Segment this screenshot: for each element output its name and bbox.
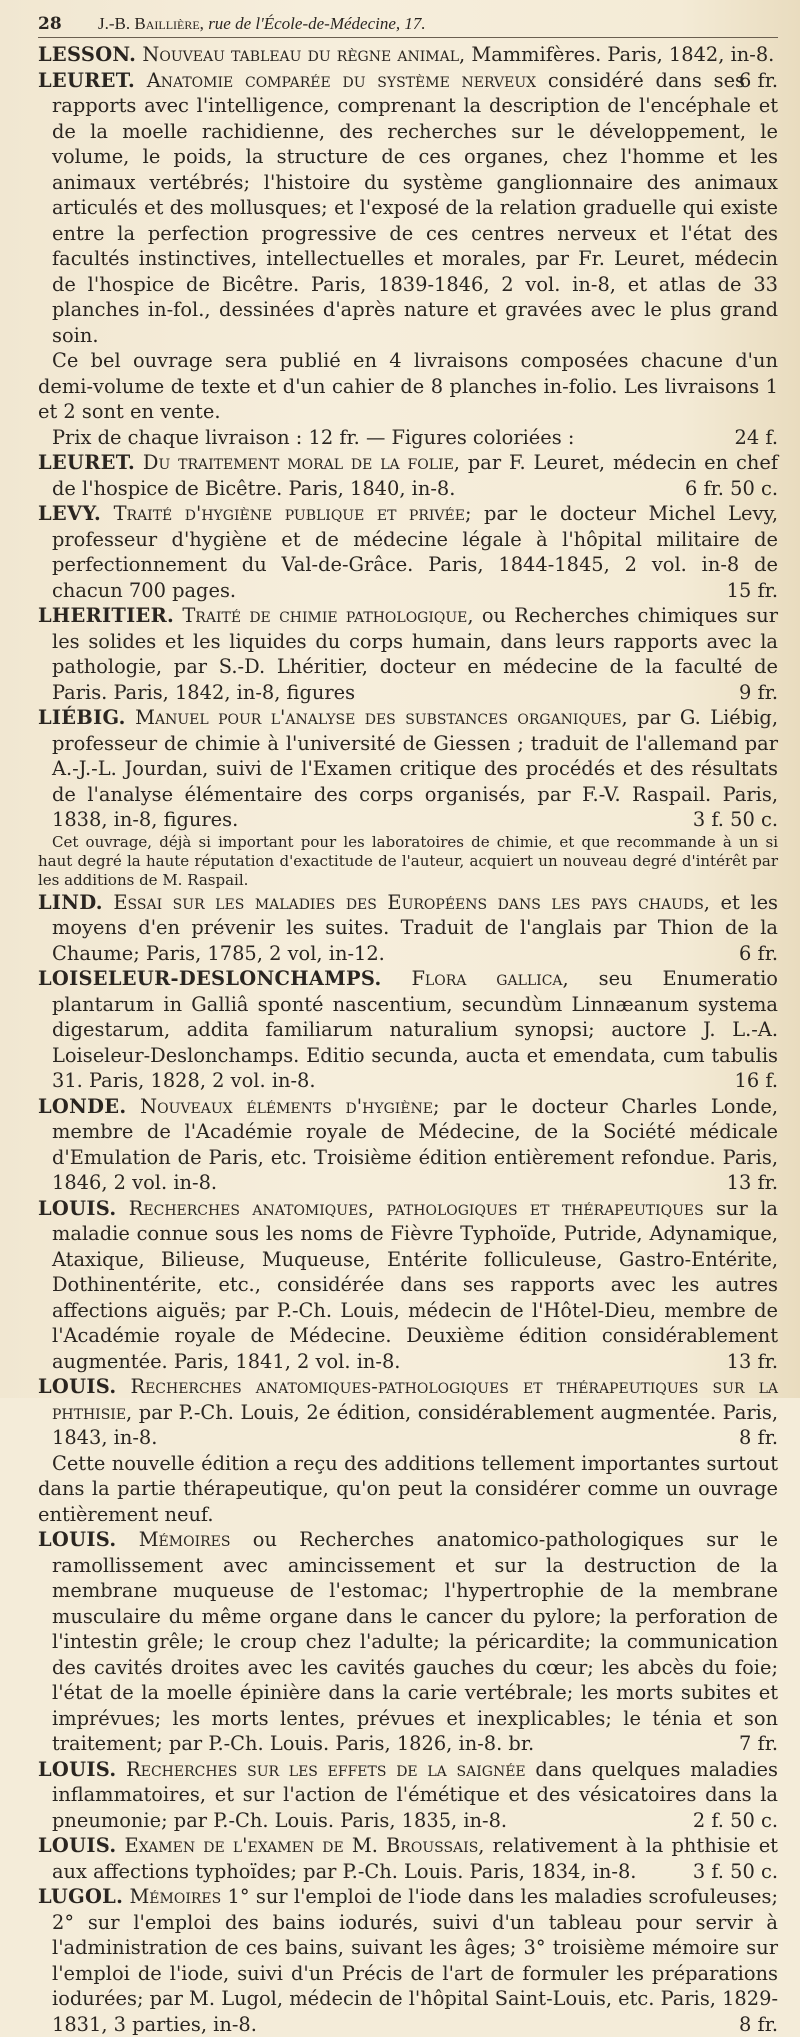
catalogue-entry — [38, 42, 778, 68]
author-name: LHERITIER. — [38, 604, 174, 627]
entry-description: dans quelques maladies inflammatoires, et sur l'action de l'émétique et des vésicatoires dans la pneumonie; par P.-Ch. Louis. Paris, 1835, in-8. — [52, 1758, 778, 1832]
entry-description: sur la maladie connue sous les noms de Fièvre Typhoïde, Putride, Adynamique, Ataxique, Bilieuse, Muqueuse, Entérite folliculeuse, Gastro-Entérite, Dothinentérite, etc., considérée dans ses rapports avec les autres affections aiguës; par P.-Ch. Louis, médecin de l'Hôtel-Dieu, membre de l'Académie royale de Médecine. Deuxième édition considérablement augmentée. Paris, 1841, 2 vol. in-8. — [52, 1197, 778, 1373]
catalogue-entry — [38, 1374, 778, 1451]
running-title — [98, 14, 426, 34]
catalogue-entry — [38, 1196, 778, 1375]
book-title: Traité de chimie pathologique, — [182, 604, 473, 627]
entry-price: 13 fr. — [741, 1170, 778, 1196]
author-name: LOISELEUR-DESLONCHAMPS. — [38, 967, 382, 990]
book-title: Manuel pour l'analyse des substances organiques, — [135, 706, 628, 729]
book-title: Examen de l'examen de M. Broussais, — [125, 1834, 485, 1857]
publisher-address: rue de l'École-de-Médecine, 17. — [208, 14, 425, 33]
entry-description: 1° sur l'emploi de l'iode dans les maladies scrofuleuses; 2° sur l'emploi des bains iodurés, suivi d'un tableau pour servir à l'administration de ces bains, suivant les âges; 3° troisième mémoire sur l'emploi de l'iode, suivi d'un Précis de l'art de formuler les préparations iodurées; par M. Lugol, médecin de l'hôpital Saint-Louis, etc. Paris, 1829-1831, 3 parties, in-8. — [52, 1885, 778, 2036]
entry-price: 16 f. — [749, 1068, 779, 1094]
catalogue-entry — [38, 603, 778, 705]
entry-description: et les moyens d'en prévenir les suites. Traduit de l'anglais par Thion de la Chaume; Paris, 1785, 2 vol, in-12. — [52, 891, 778, 965]
catalogue-entry — [38, 1884, 778, 2037]
page-number: 28 — [38, 14, 98, 34]
entry-description: par G. Liébig, professeur de chimie à l'université de Giessen ; traduit de l'allemand par A.-J.-L. Jourdan, suivi de l'Examen critique des procédés et des résultats de l'analyse élémentaire des corps organisés, par F.-V. Raspail. Paris, 1838, in-8, figures. — [52, 706, 778, 831]
author-name: LOUIS. — [38, 1528, 116, 1551]
entry-description: par P.-Ch. Louis, 2e édition, considérablement augmentée. Paris, 1843, in-8. — [52, 1401, 778, 1450]
catalogue-entries — [38, 42, 778, 2037]
entry-price: 8 fr. — [753, 2012, 778, 2037]
entry-description: par le docteur Michel Levy, professeur d'hygiène et de médecine légale à l'hôpital militaire de perfectionnement du Val-de-Grâce. Paris, 1844-1845, 2 vol. in-8 de chacun 700 pages. — [52, 502, 778, 602]
catalogue-entry — [38, 1094, 778, 1196]
entry-price: 7 fr. — [753, 1731, 778, 1757]
entry-description: considéré dans ses rapports avec l'intelligence, comprenant la description de l'encéphale et de la moelle rachidienne, des recherches sur le développement, le volume, le poids, la structure de ces organes, chez l'homme et les animaux vertébrés; l'histoire du système ganglionnaire des animaux articulés et des mollusques; et l'exposé de la relation graduelle qui existe entre la perfection progressive de ces centres nerveux et l'état des facultés instinctives, intellectuelles et morales, par Fr. Leuret, médecin de l'hospice de Bicêtre. Paris, 1839-1846, 2 vol. in-8, et atlas de 33 planches in-fol., dessinées d'après nature et gravées avec le plus grand soin. — [52, 69, 778, 347]
entry-paragraph — [38, 425, 778, 451]
paragraph-text: Ce bel ouvrage sera publié en 4 livraisons composées chacune d'un demi-volume de texte et d'un cahier de 8 planches in-folio. Les livraisons 1 et 2 sont en vente. — [38, 349, 778, 423]
book-title: Mémoires — [129, 1885, 221, 1908]
entry-description: seu Enumeratio plantarum in Galliâ sponté nascentium, secundùm Linnæanum systema digestarum, addita familiarum naturalium synopsi; auctore J. L.-A. Loiseleur-Deslonchamps. Editio secunda, aucta et emendata, cum tabulis 31. Paris, 1828, 2 vol. in-8. — [52, 967, 778, 1092]
author-name: LEVY. — [38, 502, 101, 525]
entry-price: 6 fr. — [753, 68, 778, 94]
entry-price: 15 fr. — [741, 578, 778, 604]
author-name: LOUIS. — [38, 1197, 116, 1220]
book-title: Recherches anatomiques-pathologiques et thérapeutiques sur la phthisie, — [52, 1375, 778, 1424]
author-name: LOUIS. — [38, 1834, 116, 1857]
book-title: Anatomie comparée du système nerveux — [147, 69, 536, 92]
author-name: LOUIS. — [38, 1375, 116, 1398]
entry-description: par le docteur Charles Londe, membre de l'Académie royale de Médecine, de la Société médicale d'Emulation de Paris, etc. Troisième édition entièrement refondue. Paris, 1846, 2 vol. in-8. — [52, 1095, 778, 1195]
entry-price: 3 f. 50 c. — [707, 807, 778, 833]
entry-note: Cet ouvrage, déjà si important pour les laboratoires de chimie, et que recommande à un si haut degré la haute réputation d'exactitude de l'auteur, acquiert un nouveau degré d'intérêt par les additions de M. Raspail. — [38, 833, 778, 890]
entry-description: ou Recherches chimiques sur les solides et les liquides du corps humain, dans leurs rapports avec la pathologie, par S.-D. Lhéritier, docteur en médecine de la faculté de Paris. Paris, 1842, in-8, figures — [52, 604, 778, 704]
paragraph-text: Cette nouvelle édition a reçu des additions tellement importantes surtout dans la partie thérapeutique, qu'on peut la considérer comme un ouvrage entièrement neuf. — [38, 1452, 778, 1526]
book-title: Du traitement moral de la folie, — [143, 451, 460, 474]
entry-paragraph — [38, 1451, 778, 1528]
author-name: LOUIS. — [38, 1758, 116, 1781]
entry-price: 3 f. 50 c. — [707, 1859, 778, 1885]
book-title: Flora gallica, — [411, 967, 568, 990]
entry-paragraph — [38, 348, 778, 425]
author-name: LIND. — [38, 891, 103, 914]
entry-price: 9 fr. — [753, 680, 778, 706]
entry-description: ou Recherches anatomico-pathologiques sur le ramollissement avec amincissement et sur la destruction de la membrane muqueuse de l'estomac; l'hypertrophie de la membrane musculaire du même organe dans le cancer du pylore; la perforation de l'intestin grêle; le croup chez l'adulte; la péricardite; la communication des cavités droites avec les cavités gauches du cœur; les abcès du foie; l'état de la moelle épinière dans la carie vertébrale; les morts subites et imprévues; les morts lentes, prévues et inexplicables; le ténia et son traitement; par P.-Ch. Louis. Paris, 1826, in-8. br. — [52, 1528, 778, 1755]
author-name: LIÉBIG. — [38, 706, 126, 729]
entry-price: 24 f. — [721, 425, 779, 451]
running-header — [38, 14, 778, 38]
entry-description: Mammifères. Paris, 1842, in-8. — [471, 43, 774, 66]
entry-description: relativement à la phthisie et aux affections typhoïdes; par P.-Ch. Louis. Paris, 1834, in-8. — [52, 1834, 778, 1883]
book-title: Recherches anatomiques, pathologiques et thérapeutiques — [129, 1197, 704, 1220]
book-title: Recherches sur les effets de la saignée — [126, 1758, 526, 1781]
entry-description: par F. Leuret, médecin en chef de l'hospice de Bicêtre. Paris, 1840, in-8. — [52, 451, 778, 500]
book-title: Traité d'hygiène publique et privée; — [114, 502, 472, 525]
catalogue-entry — [38, 890, 778, 967]
book-title: Nouveau tableau du règne animal, — [142, 43, 465, 66]
author-name: LUGOL. — [38, 1885, 123, 1908]
catalogue-entry — [38, 68, 778, 349]
catalogue-entry — [38, 1757, 778, 1834]
catalogue-entry — [38, 450, 778, 501]
book-title: Nouveaux éléments d'hygiène; — [140, 1095, 439, 1118]
catalogue-entry — [38, 966, 778, 1094]
entry-price: 2 f. 50 c. — [707, 1808, 778, 1834]
entry-price: 13 fr. — [741, 1349, 778, 1375]
entry-price: 6 fr. 50 c. — [699, 476, 778, 502]
book-title: Mémoires — [139, 1528, 231, 1551]
author-name: LEURET. — [38, 451, 135, 474]
author-name: LESSON. — [38, 43, 136, 66]
catalogue-entry — [38, 501, 778, 603]
publisher-name: J.-B. Baillière, — [98, 14, 204, 33]
catalogue-entry — [38, 1527, 778, 1757]
book-title: Essai sur les maladies des Européens dans les pays chauds, — [113, 891, 710, 914]
author-name: LEURET. — [38, 69, 135, 92]
entry-price: 8 fr. — [753, 1425, 778, 1451]
entry-price: 6 fr. — [753, 941, 778, 967]
catalogue-entry — [38, 705, 778, 833]
catalogue-entry — [38, 1833, 778, 1884]
paragraph-text: Prix de chaque livraison : 12 fr. — Figures coloriées : — [52, 426, 574, 449]
author-name: LONDE. — [38, 1095, 126, 1118]
